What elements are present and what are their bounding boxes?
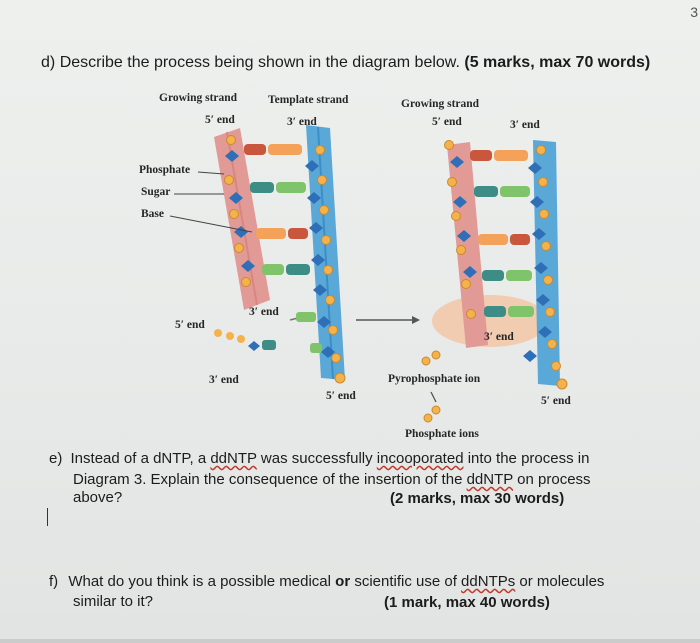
right-three-end-top-label: 3′ end <box>510 119 540 131</box>
question-f-marks: (1 mark, max 40 words) <box>384 594 550 611</box>
left-three-end-top-label: 3′ end <box>287 116 317 128</box>
phosphate-ions-label: Phosphate ions <box>405 428 479 440</box>
left-template-strand-label: Template strand <box>268 94 349 106</box>
left-three-end-low-label: 3′ end <box>209 374 239 386</box>
question-d-text: Describe the process being shown in the diagram below. <box>59 54 460 71</box>
phosphate-label: Phosphate <box>139 164 191 176</box>
question-e-line3: above? <box>73 489 123 506</box>
page-bottom-edge <box>0 639 700 643</box>
question-f-line2: similar to it? <box>73 593 154 610</box>
question-f <box>49 572 604 591</box>
question-e-line1: Instead of a dNTP, a ddNTP was successfully incooporated into the process in <box>70 450 590 467</box>
left-growing-strand-label: Growing strand <box>159 92 238 104</box>
right-five-end-bottom-label: 5′ end <box>541 395 571 407</box>
question-e-line2: Diagram 3. Explain the consequence of the insertion of the ddNTP on process <box>73 471 591 488</box>
question-f-line1: What do you think is a possible medical or scientific use of ddNTPs or molecules <box>68 573 605 590</box>
base-label: Base <box>141 208 164 220</box>
question-e <box>49 449 589 468</box>
right-growing-strand-label: Growing strand <box>401 98 480 110</box>
question-e-label: e) <box>49 450 63 467</box>
text-cursor[interactable] <box>47 508 48 526</box>
left-five-end-top-label: 5′ end <box>205 114 235 126</box>
question-d-label: d) <box>41 54 56 71</box>
sugar-label: Sugar <box>141 186 171 198</box>
question-e-marks: (2 marks, max 30 words) <box>390 490 565 507</box>
page-number: 3 <box>690 4 698 20</box>
right-five-end-top-label: 5′ end <box>432 116 462 128</box>
question-f-label: f) <box>49 573 59 590</box>
left-five-end-left-label: 5′ end <box>175 319 205 331</box>
question-d-marks: (5 marks, max 70 words) <box>464 54 651 71</box>
right-three-end-mid-label: 3′ end <box>484 331 514 343</box>
pyrophosphate-label: Pyrophosphate ion <box>388 373 481 385</box>
left-three-end-mid-label: 3′ end <box>249 306 279 318</box>
left-five-end-bottom-label: 5′ end <box>326 390 356 402</box>
